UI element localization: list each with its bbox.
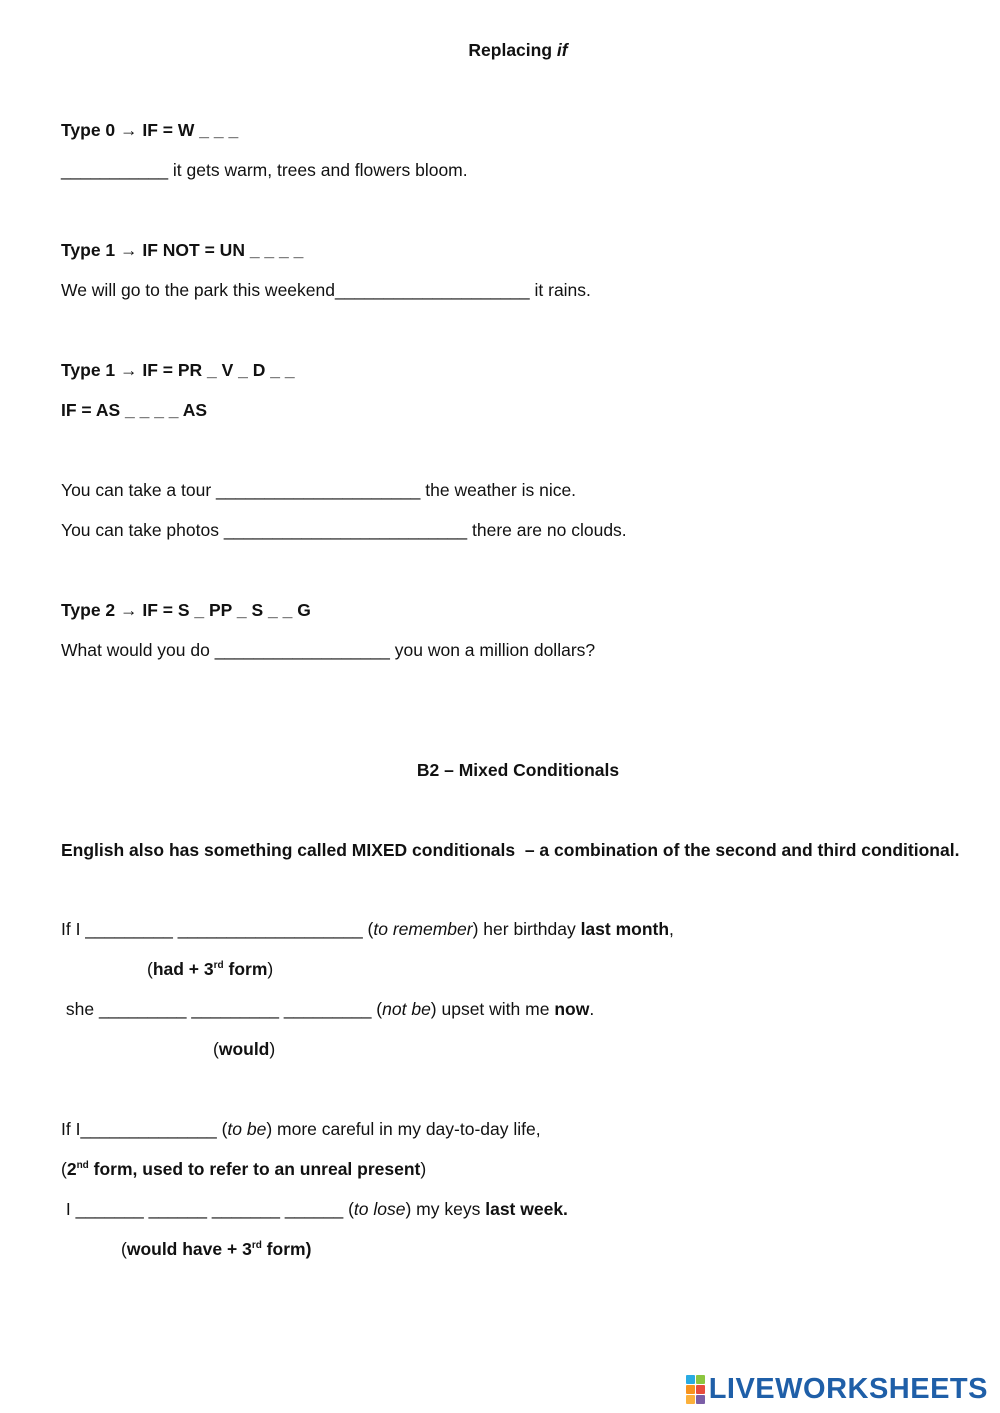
mixed-ex2-line1: If I______________ (to be) more careful in my day-to-day life, <box>61 1119 541 1139</box>
type1b-heading2: IF = AS _ _ _ _ AS <box>61 400 208 420</box>
logo-block-green <box>696 1375 705 1384</box>
logo-block-orange <box>686 1385 695 1394</box>
liveworksheets-logo[interactable] <box>686 1374 988 1404</box>
mixed-ex2-hint2: (would have + 3rd form) <box>121 1239 312 1259</box>
type1a-heading: Type 1 → IF NOT = UN _ _ _ _ <box>61 240 304 260</box>
type1b-sentence2: You can take photos _________________________ there are no clouds. <box>61 520 627 540</box>
type2-sentence: What would you do __________________ you won a million dollars? <box>61 640 596 660</box>
page-title: Replacing if <box>468 40 568 60</box>
type2-heading: Type 2 → IF = S _ PP _ S _ _ G <box>61 600 311 620</box>
mixed-ex1-line2: she _________ _________ _________ (not be) upset with me now. <box>61 999 595 1019</box>
type1b-heading: Type 1 → IF = PR _ V _ D _ _ <box>61 360 295 380</box>
type1a-sentence: We will go to the park this weekend____________________ it rains. <box>61 280 591 300</box>
mixed-ex1-hint1: (had + 3rd form) <box>147 959 274 979</box>
mixed-intro: English also has something called MIXED conditionals – a combination of the second and third conditional. <box>61 840 960 860</box>
logo-block-red <box>696 1385 705 1394</box>
logo-block-blue <box>686 1375 695 1384</box>
type1b-sentence1: You can take a tour _____________________ the weather is nice. <box>61 480 577 500</box>
mixed-ex1-line1: If I _________ ___________________ (to remember) her birthday last month, <box>61 919 674 939</box>
mixed-ex2-line2: I _______ ______ _______ ______ (to lose) my keys last week. <box>61 1199 568 1219</box>
type0-heading: Type 0 → IF = W _ _ _ <box>61 120 239 140</box>
logo-text: LIVEWORKSHEETS <box>708 1373 988 1405</box>
mixed-ex2-hint1: (2nd form, used to refer to an unreal present) <box>61 1159 427 1179</box>
mixed-ex1-hint2: (would) <box>213 1039 276 1059</box>
liveworksheets-logo-icon <box>686 1375 705 1404</box>
type0-sentence: ___________ it gets warm, trees and flowers bloom. <box>61 160 468 180</box>
mixed-title: B2 – Mixed Conditionals <box>416 760 620 780</box>
logo-block-purple <box>696 1395 705 1404</box>
logo-block-yellow <box>686 1395 695 1404</box>
